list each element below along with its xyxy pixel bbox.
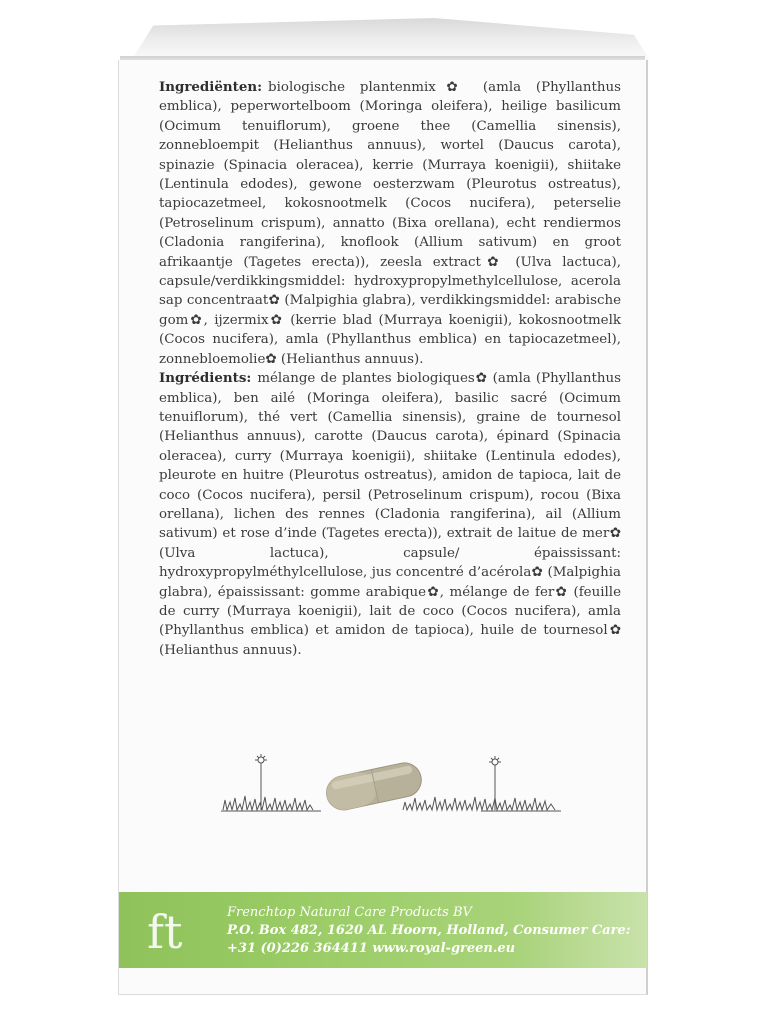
ingredients-dutch-label: Ingrediënten:: [159, 79, 263, 95]
company-contact: +31 (0)226 364411 www.royal-green.eu: [227, 941, 516, 956]
company-address: P.O. Box 482, 1620 AL Hoorn, Holland, Consumer Care:: [227, 923, 631, 938]
ingredients-dutch-text: biologische plantenmix✿ (amla (Phyllanthus emblica), peperwortelboom (Moringa oleifera), heilige basilicum (Ocimum tenuiflorum), groene thee (Camellia sinensis), zonnebloempit (Helianthus annuus), wortel (Daucus carota), spinazie (Spinacia oleracea), kerrie (Murraya koenigii), shiitake (Lentinula edodes), gewone oesterzwam (Pleurotus ostreatus), tapiocazetmeel, kokosnootmelk (Cocos nucifera), peterselie (Petroselinum crispum), annatto (Bixa orellana), echt rendiermos (Cladonia rangiferina), knoflook (Allium sativum) en groot afrikaantje (Tagetes erecta)), zeesla extract✿ (Ulva lactuca), capsule/verdikkingsmiddel: hydroxypropylmethylcellulose, acerola sap concentraat✿ (Malpighia glabra), verdikkingsmiddel: arabische gom✿, ijzermix✿ (kerrie blad (Murraya koenigii), kokosnootmelk (Cocos nucifera), amla (Phyllanthus emblica) en tapiocazetmeel), zonnebloemolie✿ (Helianthus annuus).: [159, 80, 621, 367]
logo-text: ft: [147, 905, 183, 959]
company-info: [227, 904, 637, 958]
company-footer-band: [119, 892, 647, 968]
ingredients-dutch: [159, 78, 621, 369]
ingredients-block: [159, 78, 621, 660]
ft-logo-icon: [141, 898, 201, 962]
ingredients-french-text: mélange de plantes biologiques✿ (amla (Phyllanthus emblica), ben ailé (Moringa oleifera), basilic sacré (Ocimum tenuiflorum), thé vert (Camellia sinensis), graine de tournesol (Helianthus annuus), carotte (Daucus carota), épinard (Spinacia oleracea), curry (Murraya koenigii), shiitake (Lentinula edodes), pleurote en huitre (Pleurotus ostreatus), amidon de tapioca, lait de coco (Cocos nucifera), persil (Petroselinum crispum), rocou (Bixa orellana), lichen des rennes (Cladonia rangiferina), ail (Allium sativum) et rose d’inde (Tagetes erecta)), extrait de laitue de mer✿ (Ulva lactuca), capsule/ épaississant: hydroxypropylméthylcellulose, jus concentré d’acérola✿ (Malpighia glabra), épaississant: gomme arabique✿, mélange de fer✿ (feuille de curry (Murraya koenigii), lait de coco (Cocos nucifera), amla (Phyllanthus emblica) et amidon de tapioca), huile de tournesol✿ (Helianthus annuus).: [159, 371, 621, 658]
box-side-panel: [118, 60, 648, 995]
ingredients-french: [159, 369, 621, 660]
ingredients-french-label: Ingrédients:: [159, 370, 252, 387]
box-top-flap: [110, 18, 650, 60]
company-name: Frenchtop Natural Care Products BV: [227, 905, 472, 920]
capsule-grass-illustration: [221, 732, 561, 822]
